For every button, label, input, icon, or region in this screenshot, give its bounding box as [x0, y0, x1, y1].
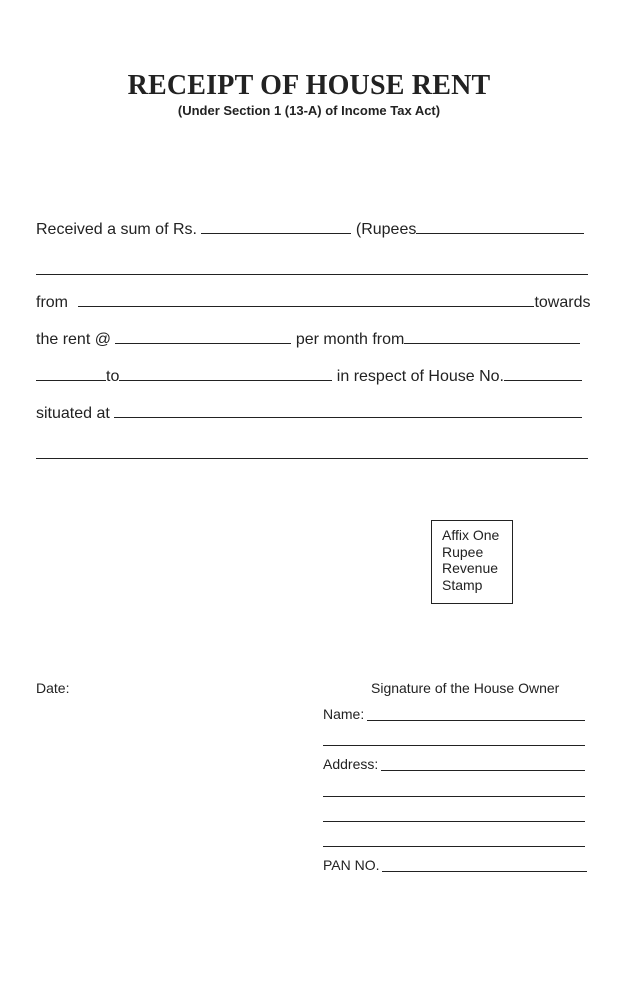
address-blank[interactable]	[114, 403, 582, 418]
to-label: to	[106, 368, 120, 385]
house-no-label: in respect of House No.	[336, 368, 504, 385]
owner-address-blank[interactable]	[381, 770, 585, 771]
pan-blank[interactable]	[382, 871, 587, 872]
period-line	[36, 366, 582, 387]
stamp-line: Affix One	[442, 527, 500, 543]
from-name-blank[interactable]	[78, 292, 534, 307]
rent-amount-blank[interactable]	[115, 329, 291, 344]
from-date-blank[interactable]	[404, 329, 580, 344]
stamp-line: Stamp	[442, 576, 483, 593]
address-continuation-blank[interactable]	[36, 458, 588, 459]
per-month-label: per month from	[295, 331, 405, 348]
name-blank[interactable]	[367, 720, 585, 721]
revenue-stamp-box	[431, 520, 513, 604]
rupees-continuation-blank[interactable]	[36, 274, 588, 275]
rupees-label: (Rupees	[355, 221, 417, 238]
name-label: Name:	[323, 706, 365, 722]
stamp-line: Rupee	[442, 543, 484, 560]
owner-address-label: Address:	[323, 756, 379, 772]
rent-label: the rent @	[36, 331, 111, 348]
page-title: RECEIPT OF HOUSE RENT	[127, 70, 491, 101]
from-line	[36, 292, 590, 313]
stamp-line: Revenue	[442, 560, 499, 576]
from-date-continued-blank[interactable]	[36, 366, 106, 381]
towards-label: towards	[534, 294, 591, 311]
from-label: from	[36, 294, 68, 311]
page-subtitle: (Under Section 1 (13-A) of Income Tax Act)	[177, 103, 441, 118]
to-date-blank[interactable]	[119, 366, 332, 381]
received-label: Received a sum of Rs.	[36, 221, 197, 238]
owner-address-blank-2[interactable]	[323, 796, 585, 797]
amount-blank[interactable]	[201, 219, 351, 234]
situated-label: situated at	[36, 405, 110, 422]
rupees-words-blank[interactable]	[416, 219, 584, 234]
owner-address-blank-4[interactable]	[323, 846, 585, 847]
rent-line	[36, 329, 580, 350]
received-line	[36, 219, 584, 240]
house-no-blank[interactable]	[504, 366, 582, 381]
signature-label: Signature of the House Owner	[371, 680, 560, 696]
situated-line	[36, 403, 582, 424]
pan-label: PAN NO.	[323, 857, 380, 873]
owner-address-blank-3[interactable]	[323, 821, 585, 822]
date-label: Date:	[36, 680, 70, 696]
name-continuation-blank[interactable]	[323, 745, 585, 746]
